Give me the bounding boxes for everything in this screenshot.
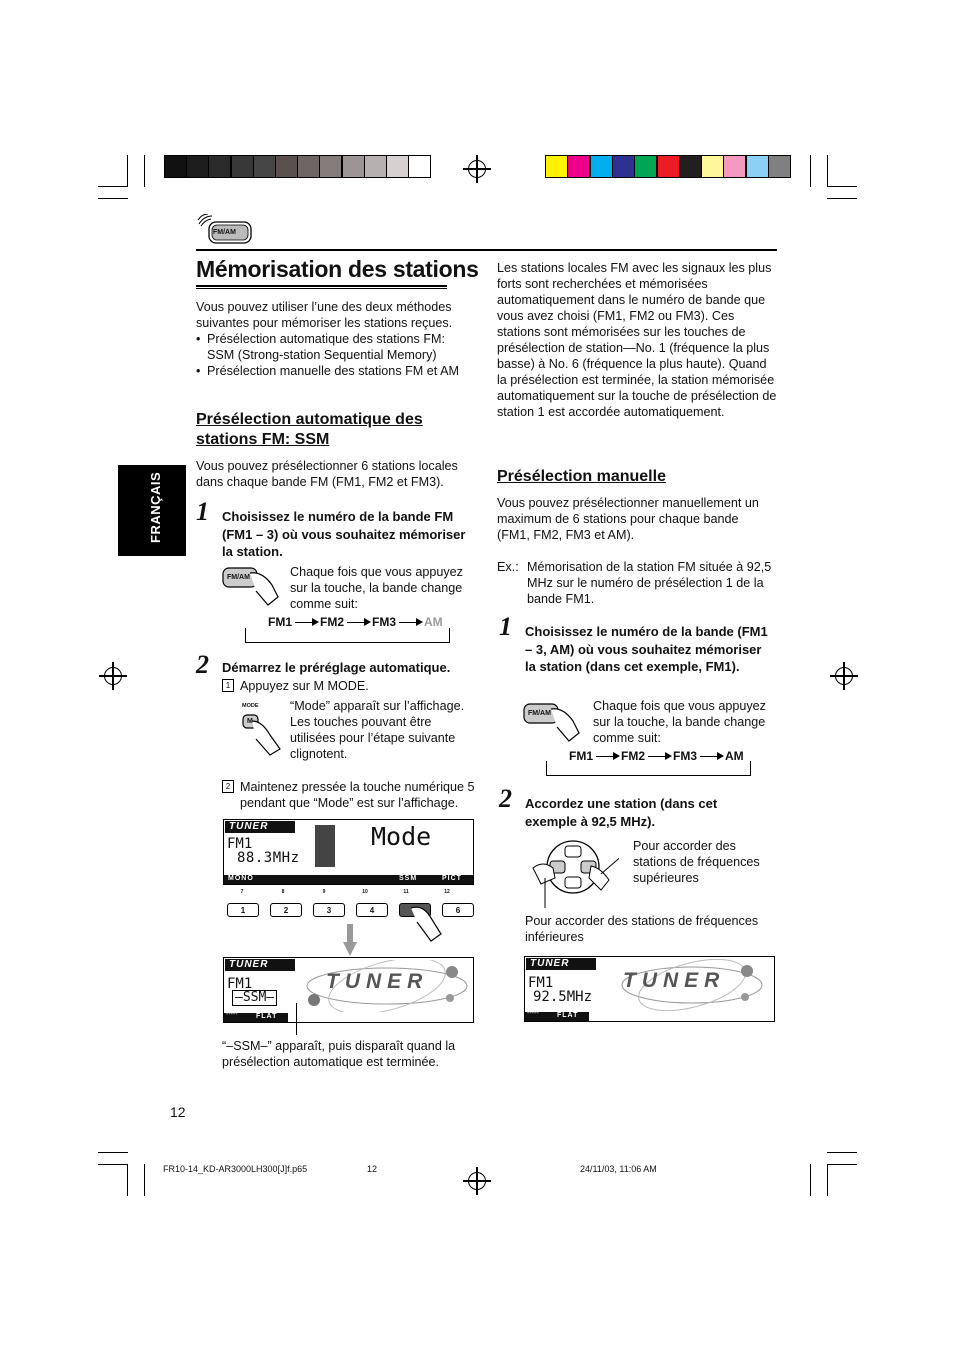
gray-swatch — [253, 155, 276, 178]
registration-mark-right-icon — [835, 667, 853, 685]
ssm-intro: Vous pouvez présélectionner 6 stations locales dans chaque bande FM (FM1, FM2 et FM3). — [196, 459, 458, 489]
gray-swatch — [408, 155, 431, 178]
display-status-bar: ----- FLAT — [525, 1012, 589, 1021]
callout-line — [296, 1003, 297, 1035]
title-underline — [196, 288, 447, 289]
gray-swatch — [208, 155, 231, 178]
step-note: Chaque fois que vous appuyez sur la touche, la bande change comme suit: — [593, 699, 766, 745]
band-text: FM1 — [227, 976, 253, 992]
color-swatch — [567, 155, 590, 178]
tuning-dial-icon[interactable] — [519, 838, 619, 908]
color-swatch — [746, 155, 769, 178]
step-note: Chaque fois que vous appuyez sur la touche, la bande change comme suit: — [290, 565, 463, 611]
sub-step-number: 1 — [222, 679, 234, 692]
band-flow-box — [245, 628, 450, 643]
arrow-right-icon — [347, 622, 369, 623]
band-text: FM1 — [528, 975, 554, 991]
registration-mark-bottom-icon — [468, 1172, 486, 1190]
arrow-right-icon — [399, 622, 421, 623]
hourglass-icon — [315, 825, 335, 867]
band-flow: FM1 FM2 FM3 AM — [569, 749, 744, 763]
step-text: Accordez une station (dans cet exemple à 92,5 MHz). — [525, 796, 718, 829]
tuner-graphic-text: TUNER — [326, 970, 429, 993]
ssm-text: –SSM– — [232, 990, 277, 1006]
footer-page: 12 — [367, 1164, 378, 1174]
example-text: Mémorisation de la station FM située à 92,5 MHz sur le numéro de présélection 1 de la bande FM1. — [527, 560, 772, 606]
tuner-graphic-text: TUNER — [623, 969, 726, 992]
small-number-row: 7 8 9 10 11 12 — [240, 889, 450, 895]
intro-text: Vous pouvez utiliser l’une des deux méthodes suivantes pour mémoriser les stations reçues. — [196, 300, 453, 330]
mode-text: Mode — [371, 822, 432, 851]
tune-up-note: Pour accorder des stations de fréquences supérieures — [633, 839, 760, 885]
example-label: Ex.: — [497, 560, 519, 574]
tune-down-note: Pour accorder des stations de fréquences inférieures — [525, 914, 759, 944]
language-label: FRANÇAIS — [148, 471, 163, 543]
gray-swatch — [164, 155, 187, 178]
gray-swatch — [386, 155, 409, 178]
frequency-text: 92.5MHz — [533, 989, 593, 1005]
ssm-explanation: Les stations locales FM avec les signaux les plus forts sont recherchées et mémorisées automatiquement dans le numéro de bande que vous avez choisi (FM1, FM2 ou FM3). Ces stations sont mémorisées sur les touches de présélection de station—No. 1 (fréquence la plus basse) à No. 6 (fréquence la plus haute). Quand la présélection est terminée, la station mémorisée automatiquement sur la touche de présélection de station 1 est accordée automatiquement. — [497, 261, 777, 419]
tuner-logo: TUNER — [526, 958, 596, 970]
sub-step-text: Appuyez sur M MODE. — [240, 679, 369, 693]
color-swatch — [545, 155, 568, 178]
display-mode — [223, 819, 474, 885]
sub-step-number: 2 — [222, 780, 234, 793]
band-flow-box — [546, 761, 751, 776]
fm-am-button-icon: FM/AM — [196, 214, 256, 246]
color-swatch — [723, 155, 746, 178]
display-ssm — [223, 957, 474, 1023]
manual-heading: Présélection manuelle — [497, 468, 666, 485]
preset-button-4[interactable]: 4 — [356, 903, 388, 917]
intro-bullet: • Présélection manuelle des stations FM et AM — [196, 364, 459, 378]
color-swatch — [657, 155, 680, 178]
color-swatch — [590, 155, 613, 178]
arrow-right-icon — [648, 756, 670, 757]
page-number: 12 — [170, 1104, 186, 1120]
gray-swatch — [319, 155, 342, 178]
frequency-text: 88.3MHz — [237, 850, 300, 866]
page-title: Mémorisation des stations — [196, 256, 479, 282]
step-number: 1 — [196, 497, 209, 526]
title-underline — [196, 285, 447, 287]
finger-press-icon — [405, 904, 445, 942]
registration-mark-top-icon — [468, 160, 486, 178]
footer-file: FR10-14_KD-AR3000LH300[J]f.p65 — [163, 1164, 308, 1174]
header-rule — [196, 249, 777, 251]
color-swatch — [768, 155, 791, 178]
arrow-right-icon — [700, 756, 722, 757]
step-text: Choisissez le numéro de la bande (FM1 – 3, AM) où vous souhaitez mémoriser la station (dans cet exemple, FM1). — [525, 624, 768, 674]
color-swatch — [701, 155, 724, 178]
arrow-right-icon — [596, 756, 618, 757]
gray-swatch — [297, 155, 320, 178]
step-text: Choisissez le numéro de la bande FM (FM1 – 3) où vous souhaitez mémoriser la station. — [222, 509, 466, 559]
fm-am-key-icon[interactable]: FM/AM — [222, 567, 282, 607]
gray-swatch — [231, 155, 254, 178]
tuner-logo: TUNER — [225, 821, 295, 833]
gray-swatch — [364, 155, 387, 178]
preset-button-6[interactable]: 6 — [442, 903, 474, 917]
arrow-right-icon — [295, 622, 317, 623]
manual-intro: Vous pouvez présélectionner manuellement un maximum de 6 stations pour chaque bande (FM1, FM2, FM3 et AM). — [497, 496, 759, 542]
ssm-heading: Présélection automatique des stations FM: SSM — [196, 411, 423, 448]
gray-swatch — [186, 155, 209, 178]
color-swatch — [612, 155, 635, 178]
step-number: 2 — [499, 784, 512, 813]
display-status-bar: MONO SSM PICT — [224, 875, 473, 884]
intro-bullet: • Présélection automatique des stations FM: SSM (Strong-station Sequential Memory) — [196, 332, 446, 362]
band-text: FM1 — [227, 836, 253, 852]
mode-note: “Mode” apparaît sur l’affichage. Les touches pouvant être utilisées pour l’étape suivante clignotent. — [290, 699, 465, 761]
language-tab — [118, 465, 186, 556]
color-swatch — [679, 155, 702, 178]
preset-button-1[interactable]: 1 — [227, 903, 259, 917]
down-arrow-icon — [343, 924, 357, 956]
ssm-caption: “–SSM–” apparaît, puis disparaît quand la présélection automatique est terminée. — [222, 1039, 456, 1069]
tuner-logo: TUNER — [225, 959, 295, 971]
mode-key-icon[interactable]: MODE M — [240, 703, 285, 753]
color-swatch — [634, 155, 657, 178]
gray-swatch — [275, 155, 298, 178]
preset-button-2[interactable]: 2 — [270, 903, 302, 917]
step-number: 1 — [499, 612, 512, 641]
sub-step-text: Maintenez pressée la touche numérique 5 pendant que “Mode” est sur l’affichage. — [240, 780, 475, 810]
gray-swatch — [342, 155, 365, 178]
band-flow: FM1 FM2 FM3 AM — [268, 615, 443, 629]
footer-date: 24/11/03, 11:06 AM — [580, 1164, 657, 1174]
step-number: 2 — [196, 650, 209, 679]
registration-mark-left-icon — [104, 667, 122, 685]
display-status-bar: ----- FLAT — [224, 1013, 288, 1022]
fm-am-key-icon[interactable]: FM/AM — [523, 703, 583, 743]
preset-button-3[interactable]: 3 — [313, 903, 345, 917]
display-92-5 — [524, 956, 775, 1022]
step-text: Démarrez le préréglage automatique. — [222, 660, 451, 675]
